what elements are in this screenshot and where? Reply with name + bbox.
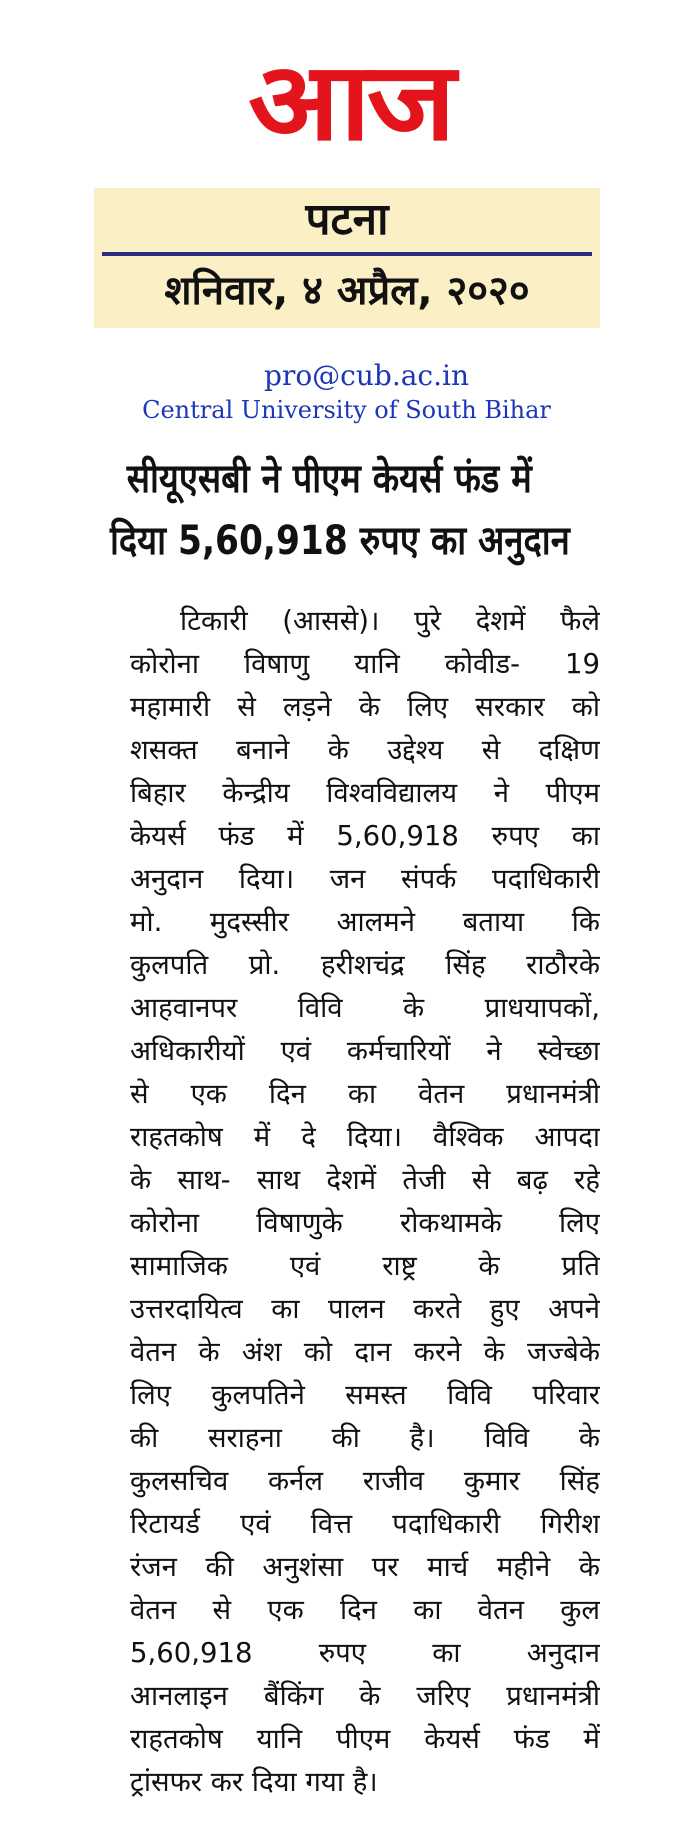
article-body-line: कुलपति प्रो. हरीशचंद्र सिंह राठौरके xyxy=(130,949,600,981)
article-body-line: राहतकोष में दे दिया। वैश्विक आपदा xyxy=(130,1121,600,1153)
article-body-line: सामाजिक एवं राष्ट्र के प्रति xyxy=(130,1250,600,1282)
edition-banner xyxy=(94,188,600,328)
article-body-line: ट्रांसफर कर दिया गया है। xyxy=(130,1766,378,1798)
contact-organization: Central University of South Bihar xyxy=(142,396,551,424)
contact-email: pro@cub.ac.in xyxy=(264,359,469,392)
article-body-line: उत्तरदायित्व का पालन करते हुए अपने xyxy=(130,1293,600,1325)
article-body-line: मो. मुदस्सीर आलमने बताया कि xyxy=(130,906,600,938)
article-body-line: रंजन की अनुशंसा पर मार्च महीने के xyxy=(130,1551,600,1583)
contact-block xyxy=(0,358,693,426)
article-body-line: कुलसचिव कर्नल राजीव कुमार सिंह xyxy=(130,1465,600,1497)
article-body-line: लिए कुलपतिने समस्त विवि परिवार xyxy=(130,1379,600,1411)
article-headline xyxy=(110,448,570,572)
article-body-line: रिटायर्ड एवं वित्त पदाधिकारी गिरीश xyxy=(130,1508,600,1540)
article-body xyxy=(130,600,600,1804)
article-body-line: की सराहना की है। विवि के xyxy=(130,1422,600,1454)
article-body-line: 5,60,918 रुपए का अनुदान xyxy=(130,1637,600,1669)
edition-date: शनिवार, ४ अप्रैल, २०२० xyxy=(164,268,530,314)
article-body-line: बिहार केन्द्रीय विश्वविद्यालय ने पीएम xyxy=(130,777,600,809)
headline-line: सीयूएसबी ने पीएम केयर्स फंड में xyxy=(126,456,532,502)
article-body-line: केयर्स फंड में 5,60,918 रुपए का xyxy=(130,820,600,852)
article-body-line: से एक दिन का वेतन प्रधानमंत्री xyxy=(130,1078,600,1110)
article-body-line: अनुदान दिया। जन संपर्क पदाधिकारी xyxy=(130,863,600,895)
article-body-line: शसक्त बनाने के उद्देश्य से दक्षिण xyxy=(130,734,600,766)
article-body-line: महामारी से लड़ने के लिए सरकार को xyxy=(130,691,600,723)
edition-city: पटना xyxy=(305,194,389,245)
article-body-line: राहतकोष यानि पीएम केयर्स फंड में xyxy=(130,1723,600,1755)
headline-line: दिया 5,60,918 रुपए का अनुदान xyxy=(110,518,570,564)
article-body-line: वेतन के अंश को दान करने के जज्बेके xyxy=(130,1336,600,1368)
newspaper-masthead xyxy=(200,28,500,178)
article-body-line: के साथ- साथ देशमें तेजी से बढ़ रहे xyxy=(130,1164,600,1196)
article-body-line: आनलाइन बैंकिंग के जरिए प्रधानमंत्री xyxy=(130,1680,600,1712)
article-body-line: कोरोना विषाणुके रोकथामके लिए xyxy=(130,1207,600,1239)
article-body-line: टिकारी (आससे)। पुरे देशमें फैले xyxy=(180,605,600,637)
article-body-line: कोरोना विषाणु यानि कोवीड- 19 xyxy=(130,648,600,680)
edition-divider xyxy=(102,252,592,256)
article-body-line: आहवानपर विवि के प्राधयापकों, xyxy=(130,992,600,1024)
article-body-line: वेतन से एक दिन का वेतन कुल xyxy=(130,1594,600,1626)
masthead-logo: आज xyxy=(248,40,452,166)
article-body-line: अधिकारीयों एवं कर्मचारियों ने स्वेच्छा xyxy=(130,1035,600,1067)
